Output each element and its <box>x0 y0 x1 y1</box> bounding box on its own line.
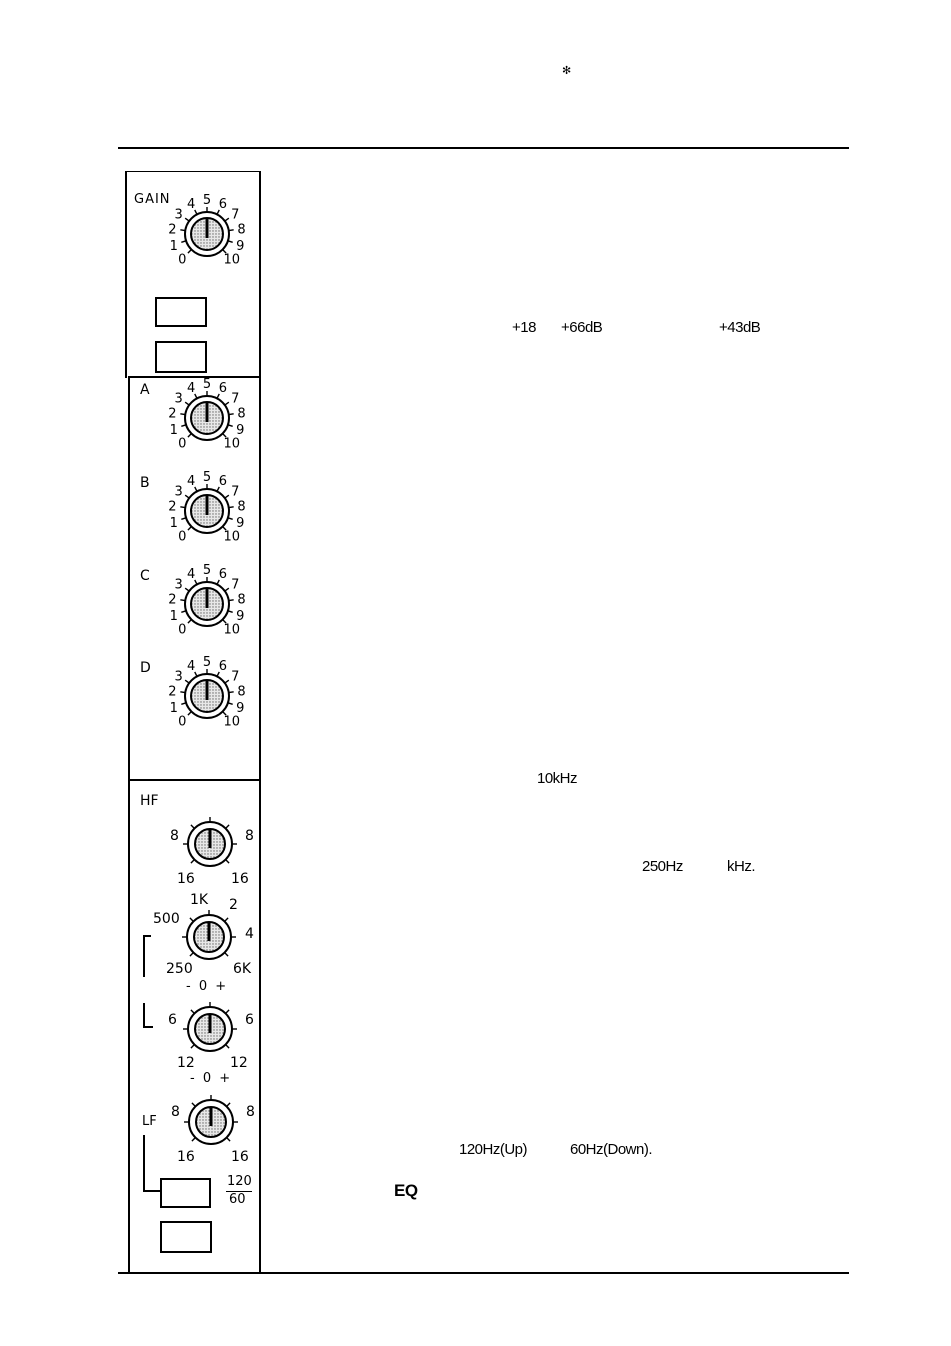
asterisk-ornament-icon: ✻ <box>562 64 572 77</box>
scale-tick-label: 1 <box>169 422 178 438</box>
lf-up-frequency: 120Hz(Up) <box>459 1141 528 1158</box>
lf-switch-label-bottom: 60 <box>229 1192 246 1207</box>
hf-scale-bottom-right: 16 <box>231 871 249 887</box>
scale-tick-label: 3 <box>174 484 183 500</box>
scale-tick-label: 0 <box>178 252 187 268</box>
bottom-rule <box>118 1272 849 1274</box>
scale-tick-label: 9 <box>236 700 245 716</box>
hf-label: HF <box>140 793 159 809</box>
mid-bracket-lower <box>143 1003 145 1028</box>
mid-gain-bottom-left: 12 <box>177 1055 195 1071</box>
scale-tick-label: 3 <box>174 207 183 223</box>
mid-range-high: kHz. <box>727 858 755 875</box>
scale-tick-label: 8 <box>237 684 246 700</box>
mid-freq-top: 1K <box>190 892 209 908</box>
mid-range-low: 250Hz <box>642 858 683 875</box>
scale-tick-label: 1 <box>169 238 178 254</box>
scale-tick-label: 7 <box>231 484 240 500</box>
scale-tick-label: 4 <box>186 473 196 489</box>
lf-scale-bottom-left: 16 <box>177 1149 195 1165</box>
scale-tick-label: 5 <box>202 193 212 208</box>
strip-divider-aux <box>130 779 261 781</box>
scale-tick-label: 8 <box>237 406 246 422</box>
knob-dial <box>168 377 259 470</box>
hf-scale-bottom-left: 16 <box>177 871 195 887</box>
scale-tick-label: 2 <box>168 499 177 515</box>
aux-a-knob[interactable] <box>168 377 259 470</box>
gain-range-high: +66dB <box>561 319 603 336</box>
scale-tick-label: 7 <box>231 577 240 593</box>
gain-knob[interactable] <box>168 193 259 286</box>
aux-label-b: B <box>140 475 150 491</box>
scale-tick-label: 7 <box>231 207 240 223</box>
knob-dial <box>168 563 259 656</box>
scale-tick-label: 6 <box>218 566 228 582</box>
scale-tick-label: 10 <box>223 622 241 638</box>
scale-tick-label: 7 <box>231 669 240 685</box>
mid-gain-knob[interactable] <box>183 1002 241 1060</box>
lf-down-frequency: 60Hz(Down). <box>570 1141 653 1158</box>
eq-heading: EQ <box>394 1181 418 1200</box>
scale-tick-label: 4 <box>186 566 196 582</box>
hf-scale-left: 8 <box>170 828 179 844</box>
scale-tick-label: 10 <box>223 714 241 730</box>
mid-freq-left: 500 <box>153 911 180 927</box>
knob-dial <box>182 910 240 968</box>
hf-frequency: 10kHz <box>537 770 578 787</box>
scale-tick-label: 6 <box>218 196 228 212</box>
hf-scale-right: 8 <box>245 828 254 844</box>
phase-button[interactable] <box>155 341 207 373</box>
scale-tick-label: 3 <box>174 577 183 593</box>
scale-tick-label: 10 <box>223 252 241 268</box>
aux-label-d: D <box>140 660 151 676</box>
scale-tick-label: 0 <box>178 529 187 545</box>
scale-tick-label: 2 <box>168 684 177 700</box>
mid-freq-bottom-left: 250 <box>166 961 193 977</box>
scale-tick-label: 5 <box>202 470 212 485</box>
gain-range-low: +18 <box>512 319 536 336</box>
scale-tick-label: 3 <box>174 669 183 685</box>
hf-gain-knob[interactable] <box>183 817 241 875</box>
scale-tick-label: 5 <box>202 377 212 392</box>
lf-scale-left: 8 <box>171 1104 180 1120</box>
scale-tick-label: 9 <box>236 238 245 254</box>
scale-tick-label: 10 <box>223 529 241 545</box>
lf-switch-label-top: 120 <box>227 1174 252 1189</box>
knob-dial <box>168 470 259 563</box>
scale-tick-label: 6 <box>218 658 228 674</box>
knob-dial <box>184 1095 242 1153</box>
scale-tick-label: 1 <box>169 608 178 624</box>
scale-tick-label: 4 <box>186 658 196 674</box>
mid-freq-top-right: 2 <box>229 897 238 913</box>
mid-gain-left: 6 <box>168 1012 177 1028</box>
strip-left-border-top <box>125 171 127 378</box>
knob-dial <box>183 1002 241 1060</box>
top-rule <box>118 147 849 149</box>
eq-in-button[interactable] <box>160 1221 212 1253</box>
lf-gain-top-scale: - 0 + <box>190 1071 233 1086</box>
scale-tick-label: 5 <box>202 563 212 578</box>
lf-freq-switch-button[interactable] <box>160 1178 211 1208</box>
aux-label-a: A <box>140 382 150 398</box>
mid-gain-right: 6 <box>245 1012 254 1028</box>
aux-c-knob[interactable] <box>168 563 259 656</box>
mid-gain-bottom-right: 12 <box>230 1055 248 1071</box>
knob-dial <box>183 817 241 875</box>
aux-label-c: C <box>140 568 150 584</box>
scale-tick-label: 2 <box>168 406 177 422</box>
scale-tick-label: 6 <box>218 380 228 396</box>
lf-bracket-bottom <box>143 1190 160 1192</box>
scale-tick-label: 7 <box>231 391 240 407</box>
mid-freq-bottom-right: 6K <box>233 961 252 977</box>
pad-button[interactable] <box>155 297 207 327</box>
scale-tick-label: 10 <box>223 436 241 452</box>
scale-tick-label: 3 <box>174 391 183 407</box>
scale-tick-label: 0 <box>178 622 187 638</box>
lf-gain-knob[interactable] <box>184 1095 242 1153</box>
knob-dial <box>168 655 259 748</box>
scale-tick-label: 4 <box>186 380 196 396</box>
mid-bracket-top <box>143 935 151 937</box>
gain-headroom: +43dB <box>719 319 761 336</box>
strip-right-border <box>259 171 261 1272</box>
aux-b-knob[interactable] <box>168 470 259 563</box>
scale-tick-label: 9 <box>236 515 245 531</box>
strip-left-border <box>128 376 130 1272</box>
scale-tick-label: 1 <box>169 515 178 531</box>
knob-dial <box>168 193 259 286</box>
mid-bracket-vertical <box>143 935 145 977</box>
mid-bracket-bottom <box>143 1026 153 1028</box>
scale-tick-label: 2 <box>168 592 177 608</box>
scale-tick-label: 1 <box>169 700 178 716</box>
scale-tick-label: 9 <box>236 422 245 438</box>
scale-tick-label: 0 <box>178 714 187 730</box>
scale-tick-label: 9 <box>236 608 245 624</box>
mid-freq-right: 4 <box>245 926 254 942</box>
mid-freq-knob[interactable] <box>182 910 240 968</box>
scale-tick-label: 8 <box>237 499 246 515</box>
scale-tick-label: 5 <box>202 655 212 670</box>
scale-tick-label: 2 <box>168 222 177 238</box>
lf-bracket-vertical <box>143 1135 145 1192</box>
gain-label: GAIN <box>134 192 171 207</box>
scale-tick-label: 6 <box>218 473 228 489</box>
mid-gain-top-scale: - 0 + <box>186 979 229 994</box>
lf-label: LF <box>142 1114 157 1129</box>
strip-top-edge <box>125 171 261 172</box>
scale-tick-label: 8 <box>237 592 246 608</box>
scale-tick-label: 0 <box>178 436 187 452</box>
scale-tick-label: 4 <box>186 196 196 212</box>
lf-scale-right: 8 <box>246 1104 255 1120</box>
lf-scale-bottom-right: 16 <box>231 1149 249 1165</box>
aux-d-knob[interactable] <box>168 655 259 748</box>
scale-tick-label: 8 <box>237 222 246 238</box>
